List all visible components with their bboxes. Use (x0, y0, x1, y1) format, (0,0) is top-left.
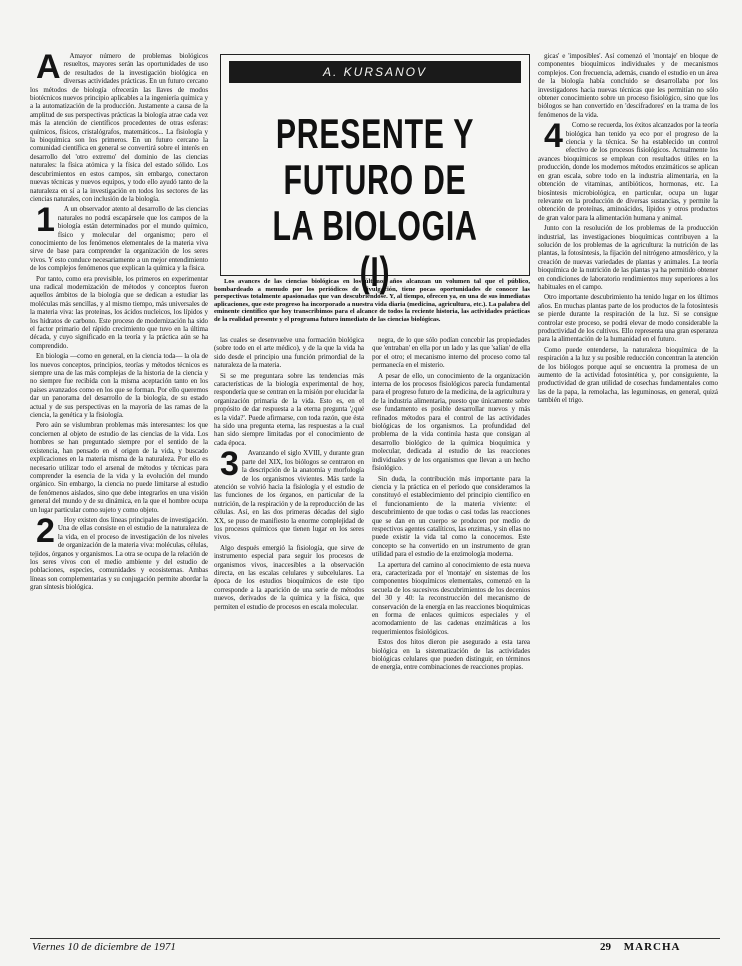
page-footer (600, 941, 680, 953)
paragraph: las cuales se desenvuelve una formación biológica (sobre todo en el arte médico), y de la que la vida ha sido desde el principio una función primordial de la naturaleza de la materia. (214, 336, 364, 370)
section-number: 2 (36, 511, 55, 550)
paragraph: A pesar de ello, un conocimiento de la organización interna de los procesos fisiológicos parecía fundamental para el progreso futuro de la medicina, de la agricultura y de la industria alimentaria, puesto que únicamente sobre ese fundamento es posible desarrollar nuevos y más refinados métodos para el control de las actividades biológicas de los organismos. La profundidad del problema de la vida continúa hasta que consigan al desarrollo biológico de la química bioquímica y molecular, dedicada al estudio de las reacciones individuales y de los organismos que llevan a un hecho fisiológico. (372, 371, 530, 473)
article-column-2 (214, 336, 364, 932)
paragraph: Pero aún se vislumbran problemas más interesantes: los que conciernen al objeto de estudio de las ciencias de la vida. Los hombres se han preguntado siempre por el sentido de la existencia, han pensado en el origen de la vida, y buscado explicaciones en la materia misma de la naturaleza. Por ello es necesario utilizar todo el arsenal de métodos y técnicas para comprender la esencia de la vida y la evolución del mundo orgánico. Sin embargo, la ciencia no puede limitarse al estudio de fenómenos aislados, sino que debe integrarlos en una visión general del mundo y de su dinámica, en la que el hombre ocupa un lugar particular como sujeto y como objeto. (30, 421, 208, 514)
paragraph: Sin duda, la contribución más importante para la ciencia y la práctica en el período que consideramos la constituyó el establecimiento del principio científico en el funcionamiento de la materia viviente: el descubrimiento de que todas o casi todas las reacciones que se dan en un cuerpo se producen por medio de respectivos agentes catalíticos, las enzimas, y sin ellas no puede existir la vida tal como la conocemos. Este concepto se ha convertido en un instrumento de gran utilidad para el estudio de la enzimología moderna. (372, 474, 530, 559)
author-banner: A. KURSANOV (229, 61, 521, 83)
paragraph: 4 Como se recuerda, los éxitos alcanzados por la teoría biológica han tenido ya eco por el progreso de la ciencia y la técnica. Se ha establecido un control efectivo de los procesos fisiológicos. Actualmente los avances bioquímicos se emplean con resultados útiles en la producción, donde los modernos métodos enzimáticos se aplican en gran escala, sobre todo en la industria alimentaria, en la obtención de vitaminas, antibióticos, hormonas, etc. La biosíntesis microbiológica, en particular, ocupa un lugar relevante en la producción de diversas sustancias, y permite la obtención de proteínas, aminoácidos, lípidos y otros productos de gran valor para la alimentación humana y animal. (538, 117, 718, 222)
paragraph: Como puede entenderse, la naturaleza bioquímica de la respiración a la luz y su posible reducción concentran la atención de los biólogos porque aquí se encuentra la promesa de un aumento de la actividad fotosintética y, por consiguiente, la productividad de gran utilidad de cosechas fundamentales como las de la papa, la remolacha, las leguminosas, en general, quizá también el trigo. (538, 345, 718, 405)
article-headline: PRESENTE Y FUTURO DE LA BIOLOGIA (I) (272, 110, 478, 295)
article-column-3 (372, 336, 530, 932)
lead-paragraph: Los avances de las ciencias biológicas en los últimos años alcanzan un volumen tal que el público, bombardeado a menudo por los periódicos de divulgación, tiene pocas oportunidades de conocer las perspectivas totalmente apasionadas que van descubriéndose. Y, al tiempo, ofrecen ya, en una de sus inmediatas aplicaciones, que este progreso ha incorporado a nuestra vida diaria (medicina, agricultura, etc.). La palabra del eminente científico que hoy transcribimos para el alcance de todos la reciente historia, las actividades prácticas de la realidad presente y el programa futuro inmediato de las ciencias biológicas. (214, 278, 530, 323)
section-number: 4 (544, 117, 563, 156)
paragraph: 1 A un observador atento al desarrollo de las ciencias naturales no podrá escapársele que los campos de la biología están determinados por el mundo químico, físico y molecular del organismo; pero el conocimiento de los fenómenos elementales de la materia viva sirve de base para comprender la organización de los seres vivos. Y esto conduce necesariamente a un mejor entendimiento de los complejos fenómenos que explican la química y la física. (30, 201, 208, 273)
article-lead (214, 278, 530, 324)
paragraph: gicas' e 'imposibles'. Así comenzó el 'montaje' en bloque de componentes bioquímicos individuales y de mecanismos complejos. Con frecuencia, además, cuando el estudio en un área de la biología había concluido se desarrollaba por los investigadores hacia nuevas técnicas que les permitían no sólo obtener conocimiento sobre un proceso fisiológico, sino que los biólogos se han convertido en 'descifradores' en la trama de los fenómenos de la vida. (538, 52, 718, 119)
drop-cap: A (36, 52, 61, 86)
paragraph: Algo después emergió la fisiología, que sirve de instrumento especial para seguir los procesos de organismos vivos, inaccesibles a la observación directa, en las escalas celulares y subcelulares. La época de los estudios bioquímicos de este tipo corresponde a la aparición de una serie de métodos nuevos, derivados de la química y la física, que permiten el estudio de procesos en escala molecular. (214, 543, 364, 611)
paragraph: La apertura del camino al conocimiento de esta nueva era, caracterizada por el 'montaje' en sistemas de los componentes bioquímicos elementales, comenzó en la secuela de los sucesivos descubrimientos de los decenios del 30 y 40: la reconstrucción del mecanismo de conservación de la energía en las reacciones bioquímicas en forma de enlaces químicos especiales y el acomodamiento de las cadenas enzimáticas a los requerimientos fisiológicos. (372, 560, 530, 636)
paragraph: negra, de lo que sólo podían concebir las propiedades que 'entraban' en ella por un lado y las que 'salían' de ella por el otro; el mecanismo interno del proceso como tal permanecía en el misterio. (372, 336, 530, 370)
paragraph: 2 Hoy existen dos líneas principales de investigación. Una de ellas consiste en el estudio de la naturaleza de la vida, en el proceso de investigación de los niveles de organización de la materia viva: moléculas, células, tejidos, órganos y organismos. La otra se ocupa de la relación de los seres vivos con el medio ambiente y del estudio de poblaciones, especies, comunidades y ecosistemas. Ambas líneas son complementarias y su conjugación permite abordar la gran síntesis biológica. (30, 511, 208, 592)
paragraph: Por tanto, como era previsible, los primeros en experimentar una radical modernización de métodos y conceptos fueron aquellos ámbitos de la biología que se dedican a estudiar las moléculas más sencillas, y al mismo tiempo, más universales de la materia viva: las proteínas, los ácidos nucleicos, los lípidos y los hidratos de carbono. Este proceso de modernización ha sido el factor primario del rápido crecimiento que tuvo en la última década, y cuyo significado en la teoría y la práctica aún se ha comprendido. (30, 274, 208, 350)
article-column-1 (30, 52, 208, 932)
paragraph: 3 Avanzando el siglo XVIII, y durante gran parte del XIX, los biólogos se centraron en la descripción de la anatomía y morfología de los organismos vivientes. Más tarde la atención se volvió hacia la fisiología y el estudio de las funciones de los órganos, en particular de la nutrición, de la respiración y de la reproducción de las células. Así, en las dos primeras décadas del siglo XX, se puso de manifiesto la enorme complejidad de los procesos químicos que tienen lugar en los seres vivos. (214, 445, 364, 542)
section-number: 1 (36, 201, 55, 240)
page-number: 29 (600, 941, 611, 953)
title-box (220, 54, 530, 295)
footer-rule (30, 938, 720, 939)
paragraph: Estos dos hitos dieron pie asegurado a esta tarea biológica en la sistematización de las actividades biológicas celulares que pueden distinguir, en términos de energía, entre combinaciones de reacciones propias. (372, 638, 530, 672)
publication-name: MARCHA (623, 941, 681, 953)
article-column-4 (538, 52, 718, 932)
paragraph: Otro importante descubrimiento ha tenido lugar en los últimos años. En muchas plantas parte de los productos de la fotosíntesis se pierde durante la respiración de la luz. Si se consigue controlar este proceso, se podrá elevar de modo considerable la productividad de los cultivos. Ello representa una gran esperanza para la alimentación de la humanidad en el futuro. (538, 293, 718, 344)
paragraph: Si se me preguntara sobre las tendencias más características de la biología experimental de hoy, respondería que se centran en la misión por elucidar la organización primaria de la vida. Esto es, en el propósito de dar respuesta a la eterna pregunta '¿qué es la vida?'. Puede afirmarse, con toda razón, que ésta ha sido una pregunta eterna, las respuestas a la cual han sido siempre limitadas por el conocimiento de cada época. (214, 371, 364, 447)
paragraph: Junto con la resolución de los problemas de la producción industrial, las investigaciones bioquímicas contribuyen a la solución de los problemas de la agricultura: la nutrición de las plantas, la fotosíntesis, la fijación del nitrógeno atmosférico, y la creación de nuevas variedades de plantas y animales. La teoría bioquímica de la nutrición de las plantas ya ha permitido obtener en condiciones de laboratorio rendimientos muy superiores a los habituales en el campo. (538, 224, 718, 291)
issue-date: Viernes 10 de diciembre de 1971 (32, 941, 176, 953)
paragraph: A Amayor número de problemas biológicos resueltos, mayores serán las oportunidades de uso de resultados de la investigación biológica en diversas actividades prácticas. En un futuro cercano los métodos de biología ofrecerán las llaves de modos biotécnicos nuevos principio aplicables a la ingeniería química y a la automatización de la producción. Justamente a causa de la amplitud de sus perspectivas prácticas la biología atrae cada vez más la atención de científicos procedentes de otras esferas: químicos, físicos, cristalógrafos, matemáticos... La fisiología y la bioquímica son los primeros. En un futuro cercano la comunidad científica en general se convertirá sobre el interés en desarrollo del 'otro extremo' del dominio de las ciencias naturales: la física atómica y la física del estado sólido. Los descubrimientos en estos campos, sin embargo, conectaron nuevas técnicas y nuevos equipos, y todo ello ayudó tanto de la naturaleza en sí a la investigación en todos los sectores de las ciencias naturales, con inclusión de la biología. (30, 52, 208, 203)
section-number: 3 (220, 445, 239, 484)
paragraph: En biología —como en general, en la ciencia toda— la ola de los nuevos conceptos, principios, teorías y métodos técnicos es siempre una de las más complejas de la historia de la ciencia y no siempre fue recibida con la misma aceptación tanto en los países avanzados como en los que se forman. Por ello queremos dar un panorama del desarrollo de la biología, de su estado actual y de sus perspectivas en la mayoría de las ramas de la ciencia, la genética y la fisiología. (30, 352, 208, 420)
